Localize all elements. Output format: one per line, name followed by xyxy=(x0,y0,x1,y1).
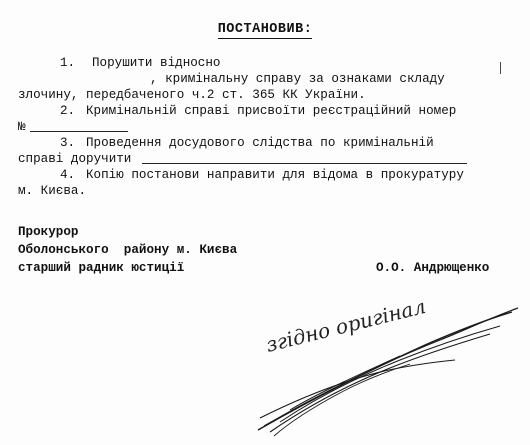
item-1-line1: Порушити відносно xyxy=(92,56,221,70)
signatory-title-line2: Оболонського району м. Києва xyxy=(18,243,238,257)
handwritten-signature xyxy=(250,290,525,440)
registration-number-blank xyxy=(30,131,128,132)
item-4-number: 4. xyxy=(60,168,76,182)
signatory-title-line1: Прокурор xyxy=(18,225,79,239)
item-3-number: 3. xyxy=(60,136,76,150)
item-2-line2: № xyxy=(18,120,26,134)
item-3-line1: Проведення досудового слідства по кримінальній xyxy=(86,136,434,150)
signatory-name: О.О. Андрющенко xyxy=(376,261,490,275)
investigator-blank xyxy=(142,163,467,164)
item-2-line1: Кримінальній справі присвоїти реєстраційний номер xyxy=(86,104,457,118)
item-3-line2: справі доручити xyxy=(18,152,132,166)
item-1-line3: злочину, передбаченого ч.2 ст. 365 КК України. xyxy=(18,88,366,102)
margin-mark xyxy=(500,62,501,74)
document-heading: ПОСТАНОВИВ: xyxy=(217,22,313,37)
handwritten-note: згідно оригінал xyxy=(263,293,429,357)
item-4-line1: Копію постанови направити для відома в прокуратуру xyxy=(86,168,464,182)
signatory-title-line3: старший радник юстиції xyxy=(18,261,185,275)
item-1-number: 1. xyxy=(60,56,76,70)
item-4-line2: м. Києва. xyxy=(18,184,87,198)
item-2-number: 2. xyxy=(60,104,76,118)
item-1-line2: , кримінальну справу за ознаками складу xyxy=(150,72,445,86)
